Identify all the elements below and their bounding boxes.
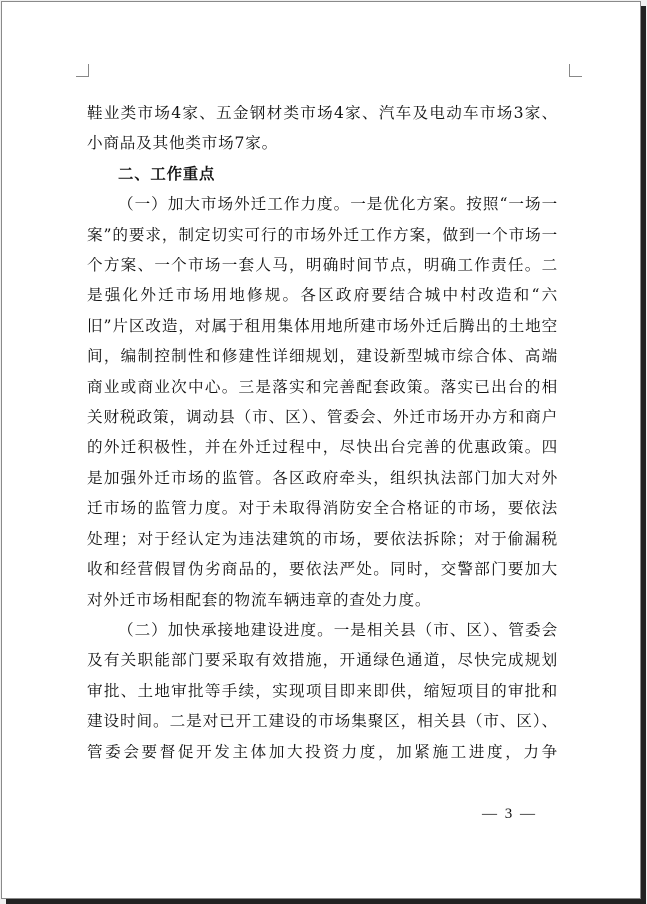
page-shadow-bottom — [6, 899, 646, 904]
crop-mark-top-right — [569, 64, 582, 77]
intro-paragraph: 鞋业类市场4家、五金钢材类市场4家、汽车及电动车市场3家、小商品及其他类市场7家。 — [87, 104, 558, 153]
document-body — [87, 98, 558, 767]
paragraph-2: （二）加快承接地建设进度。一是相关县（市、区）、管委会及有关职能部门要采取有效措施，开通绿色通道，尽快完成规划审批、土地审批等手续，实现项目即来即供，缩短项目的审批和建设时间。二是对已开工建设的市场集聚区，相关县（市、区）、管委会要督促开发主体加大投资力度，加紧施工进度，力争 — [87, 620, 558, 761]
section-heading: 二、工作重点 — [118, 164, 216, 183]
paragraph-1: （一）加大市场外迁工作力度。一是优化方案。按照“一场一案”的要求，制定切实可行的市场外迁工作方案，做到一个市场一个方案、一个市场一套人马，明确时间节点，明确工作责任。二是强化外迁市场用地修规。各区政府要结合城中村改造和“六旧”片区改造，对属于租用集体用地所建市场外迁后腾出的土地空间，编制控制性和修建性详细规划，建设新型城市综合体、高端商业或商业次中心。三是落实和完善配套政策。落实已出台的相关财税政策，调动县（市、区）、管委会、外迁市场开办方和商户的外迁积极性，并在外迁过程中，尽快出台完善的优惠政策。四是加强外迁市场的监管。各区政府牵头，组织执法部门加大对外迁市场的监管力度。对于未取得消防安全合格证的市场，要依法处理；对于经认定为违法建筑的市场，要依法拆除；对于偷漏税收和经营假冒伪劣商品的，要依法严处。同时，交警部门要加大对外迁市场相配套的物流车辆违章的查处力度。 — [87, 195, 558, 609]
page-number: — 3 — — [482, 806, 537, 822]
page-shadow-right — [641, 6, 646, 903]
crop-mark-top-left — [76, 64, 89, 77]
